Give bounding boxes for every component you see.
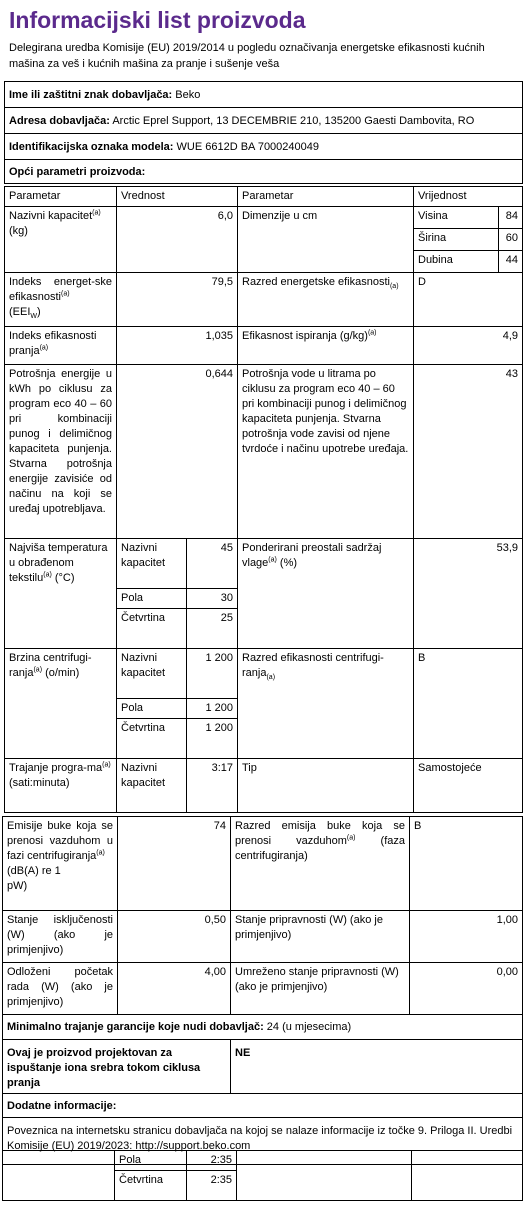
standby-label: Stanje pripravnosti (W) (ako je primjenjivo)	[231, 911, 410, 963]
address-value: Arctic Eprel Support, 13 DECEMBRIE 210, 135200 Gaesti Dambovita, RO	[109, 115, 475, 127]
duration-quarter-value: 2:35	[187, 1171, 237, 1201]
col-header-param-2: Parametar	[238, 187, 414, 207]
supplier-link: Poveznica na internetsku stranicu dobavljača na kojoj se nalaze informacije iz točke 9. Priloga II. Uredbi Komisije (EU) 2019/2023: http://support.beko.com	[3, 1118, 523, 1165]
max-temp-quarter-value: 25	[187, 609, 238, 649]
max-temp-rated-value: 45	[187, 539, 238, 589]
width-label: Širina	[414, 229, 499, 251]
col-header-value: Vrednost	[117, 187, 238, 207]
silver-label: Ovaj je proizvod projektovan za ispuštanje iona srebra tokom ciklusa pranja	[3, 1040, 231, 1094]
washing-index-value: 1,035	[117, 327, 238, 365]
supplier-value: Beko	[172, 89, 201, 101]
spin-speed-quarter-value: 1 200	[187, 719, 238, 759]
address-label: Adresa dobavljača:	[9, 115, 110, 127]
depth-value: 44	[499, 251, 523, 273]
noise-class-label-cell: Razred emisija buke koja se prenosi vazduhom$^{(a)}$ (faza centrifugiranja)	[231, 817, 410, 911]
model-value: WUE 6612D BA 7000240049	[173, 141, 319, 153]
capacity-unit: (kg)	[9, 225, 28, 237]
width-value: 60	[499, 229, 523, 251]
page-subtitle: Delegirana uredba Komisije (EU) 2019/2014 u pogledu označivanja energetske efikasnosti kućnih mašina za veš i kućnih mašina za pranje i sušenje veša	[9, 42, 485, 70]
type-value: Samostojeće	[414, 759, 523, 813]
warranty-row	[3, 1015, 523, 1040]
col-header-param: Parametar	[5, 187, 117, 207]
network-standby-label: Umreženo stanje pripravnosti (W) (ako je primjenjivo)	[231, 963, 410, 1015]
delay-start-label: Odloženi početak rada (W) (ako je primjenjivo)	[3, 963, 118, 1015]
spin-speed-rated-value: 1 200	[187, 649, 238, 699]
noise-table	[2, 816, 523, 1165]
model-label: Identifikacijska oznaka modela:	[9, 141, 174, 153]
energy-class-value: D	[414, 273, 523, 327]
dimensions-label: Dimenzije u cm	[238, 207, 414, 273]
duration-rated-value: 3:17	[187, 759, 238, 813]
eei-label-cell: Indeks energet-ske efikasnosti$^{(a)}$ $(EEI_W)$	[5, 273, 117, 327]
max-temp-label-cell: Najviša temperatura u obrađenom tekstilu$^{(a)}$ (°C)	[5, 539, 117, 649]
spin-speed-label-cell: Brzina centrifugi-ranja$^{(a)}$ (o/min)	[5, 649, 117, 759]
energy-consumption-label: Potrošnja energije u kWh po ciklusu za program eco 40 – 60 pri kombinaciji punog i delimičnog kapaciteta punjenja. Stvarna potrošnja energije zavisiće od načinu na koji se uređaj upotrebljava.	[5, 365, 117, 539]
delay-start-value: 4,00	[118, 963, 231, 1015]
eei-value: 79,5	[117, 273, 238, 327]
moisture-value: 53,9	[414, 539, 523, 649]
noise-class-value: B	[410, 817, 523, 911]
spin-speed-quarter-label: Četvrtina	[117, 719, 187, 759]
spin-speed-half-value: 1 200	[187, 699, 238, 719]
off-mode-label: Stanje isključenosti (W) (ako je primjenjivo)	[3, 911, 118, 963]
height-label: Visina	[414, 207, 499, 229]
rinsing-label-cell: Efikasnost ispiranja $(g/kg)^{(a)}$	[238, 327, 414, 365]
silver-value: NE	[231, 1040, 523, 1094]
capacity-label: Nazivni kapacitet	[9, 210, 93, 222]
washing-index-label-cell: Indeks efikasnosti pranja$^{(a)}$	[5, 327, 117, 365]
moisture-label-cell: Ponderirani preostali sadržaj vlage$^{(a)}$ (%)	[238, 539, 414, 649]
off-mode-value: 0,50	[118, 911, 231, 963]
supplier-row	[5, 82, 523, 108]
spin-class-label-cell: Razred efikasnosti centrifugi-ranja$_{(a)}$	[238, 649, 414, 759]
type-label: Tip	[238, 759, 414, 813]
max-temp-rated-label: Nazivni kapacitet	[117, 539, 187, 589]
page-title: Informacijski list proizvoda	[9, 7, 306, 33]
max-temp-quarter-label: Četvrtina	[117, 609, 187, 649]
general-params-header: Opći parametri proizvoda:	[5, 160, 523, 184]
depth-label: Dubina	[414, 251, 499, 273]
spin-speed-rated-label: Nazivni kapacitet	[117, 649, 187, 699]
energy-class-label-cell: Razred energetske efikasnosti$_{(a)}$	[238, 273, 414, 327]
max-temp-half-label: Pola	[117, 589, 187, 609]
warranty-label: Minimalno trajanje garancije koje nudi dobavljač:	[7, 1021, 264, 1033]
energy-consumption-value: 0,644	[117, 365, 238, 539]
eei-label: Indeks energet-ske efikasnosti	[9, 276, 112, 303]
noise-value: 74	[118, 817, 231, 911]
spin-class-value: B	[414, 649, 523, 759]
water-consumption-value: 43	[414, 365, 523, 539]
max-temp-half-value: 30	[187, 589, 238, 609]
duration-label-cell: Trajanje progra-$ma^{(a)}$ (sati:minuta)	[5, 759, 117, 813]
duration-half-value: 2:35	[187, 1151, 237, 1171]
noise-label-cell: Emisije buke koja se prenosi vazduhom u fazi centrifugiranja$^{(a)}$ (dB(A) re 1 pW)	[3, 817, 118, 911]
capacity-label-cell: Nazivni kapacitet$^{(a)}$ (kg)	[5, 207, 117, 273]
duration-quarter-label: Četvrtina	[115, 1171, 187, 1201]
additional-info-header: Dodatne informacije:	[3, 1094, 523, 1118]
spin-speed-half-label: Pola	[117, 699, 187, 719]
capacity-value: 6,0	[117, 207, 238, 273]
water-consumption-label: Potrošnja vode u litrama po ciklusu za program eco 40 – 60 pri kombinaciji punog i delimičnog kapaciteta punjenja. Stvarna potrošnja vode zavisi od njene tvrdoće i načinu upotrebe uređaja.	[238, 365, 414, 539]
address-row	[5, 108, 523, 134]
model-row	[5, 134, 523, 160]
supplier-label: Ime ili zaštitni znak dobavljača:	[9, 89, 173, 101]
supplier-table	[4, 81, 523, 184]
duration-continued-table	[2, 1150, 523, 1201]
duration-rated-label: Nazivni kapacitet	[117, 759, 187, 813]
network-standby-value: 0,00	[410, 963, 523, 1015]
duration-half-label: Pola	[115, 1151, 187, 1171]
height-value: 84	[499, 207, 523, 229]
params-table	[4, 186, 523, 813]
warranty-value: 24 (u mjesecima)	[263, 1021, 352, 1033]
rinsing-value: 4,9	[414, 327, 523, 365]
col-header-value-2: Vrijednost	[414, 187, 523, 207]
standby-value: 1,00	[410, 911, 523, 963]
